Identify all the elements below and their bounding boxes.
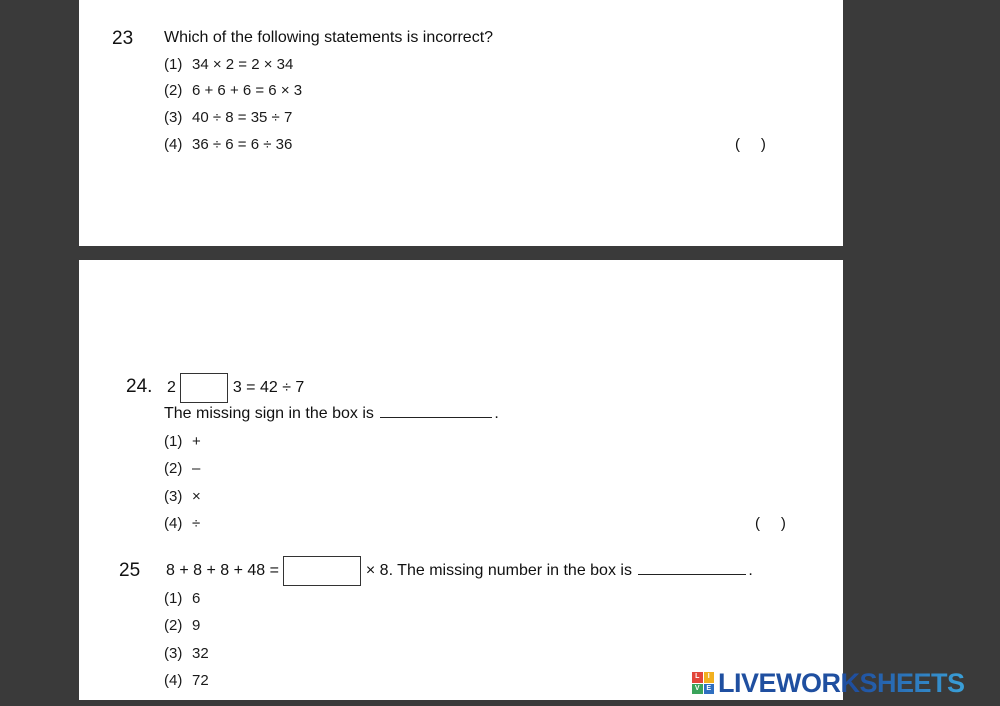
option-number: (4): [164, 136, 183, 153]
missing-number-box[interactable]: [283, 556, 361, 586]
option-number: (3): [164, 488, 183, 505]
logo-letter: E: [704, 684, 715, 695]
option-number: (2): [164, 617, 183, 634]
option-number: (1): [164, 590, 183, 607]
expression-left: 8 + 8 + 8 + 48 =: [166, 562, 279, 580]
option-2: [164, 82, 302, 99]
answer-blank[interactable]: ( ): [735, 136, 766, 153]
option-1: [164, 56, 293, 73]
option-number: (3): [164, 645, 183, 662]
option-text: +: [192, 433, 201, 450]
option-number: (1): [164, 56, 183, 73]
option-4: [164, 136, 292, 153]
option-1: [164, 433, 201, 450]
option-2: [164, 460, 200, 477]
expression-right: 3 = 42 ÷ 7: [232, 379, 305, 397]
option-4: [164, 672, 209, 689]
expression-left: 2: [167, 379, 176, 397]
question-text: Which of the following statements is incorrect?: [164, 29, 494, 46]
question-sheet-1: [79, 0, 843, 246]
prompt-end: .: [748, 562, 753, 580]
expression-right: × 8. The missing number in the box is: [365, 562, 632, 580]
question-prompt: [164, 405, 499, 423]
option-4: [164, 515, 200, 532]
option-text: 32: [192, 645, 209, 662]
question-expression: [166, 556, 753, 586]
option-3: [164, 488, 201, 505]
option-2: [164, 617, 200, 634]
option-number: (2): [164, 460, 183, 477]
prompt-text: The missing sign in the box is: [164, 405, 374, 422]
option-text: 72: [192, 672, 209, 689]
option-text: ×: [192, 488, 201, 505]
liveworksheets-wordmark: LIVEWORKSHEETS: [718, 667, 965, 698]
option-text: 34 × 2 = 2 × 34: [192, 56, 294, 73]
question-number: 24.: [126, 376, 153, 397]
option-1: [164, 590, 200, 607]
question-expression: [167, 373, 304, 403]
missing-sign-box[interactable]: [180, 373, 228, 403]
liveworksheets-logo: [692, 668, 965, 698]
option-text: ÷: [192, 515, 201, 532]
question-sheet-2: [79, 260, 843, 700]
liveworksheets-logo-icon: [692, 672, 714, 694]
option-text: 6 + 6 + 6 = 6 × 3: [192, 82, 303, 99]
option-number: (2): [164, 82, 183, 99]
option-3: [164, 645, 209, 662]
question-number: 23: [112, 28, 134, 49]
option-text: 6: [192, 590, 201, 607]
logo-letter: I: [704, 672, 715, 683]
option-number: (4): [164, 672, 183, 689]
option-number: (3): [164, 109, 183, 126]
option-text: 40 ÷ 8 = 35 ÷ 7: [192, 109, 293, 126]
option-text: –: [192, 460, 201, 477]
logo-letter: V: [692, 684, 703, 695]
option-number: (4): [164, 515, 183, 532]
option-number: (1): [164, 433, 183, 450]
answer-blank[interactable]: ( ): [755, 515, 786, 532]
answer-line[interactable]: [380, 417, 492, 418]
logo-letter: L: [692, 672, 703, 683]
question-number: 25: [119, 560, 141, 581]
answer-line[interactable]: [638, 574, 746, 575]
prompt-end: .: [494, 405, 499, 422]
option-3: [164, 109, 292, 126]
option-text: 36 ÷ 6 = 6 ÷ 36: [192, 136, 293, 153]
option-text: 9: [192, 617, 201, 634]
